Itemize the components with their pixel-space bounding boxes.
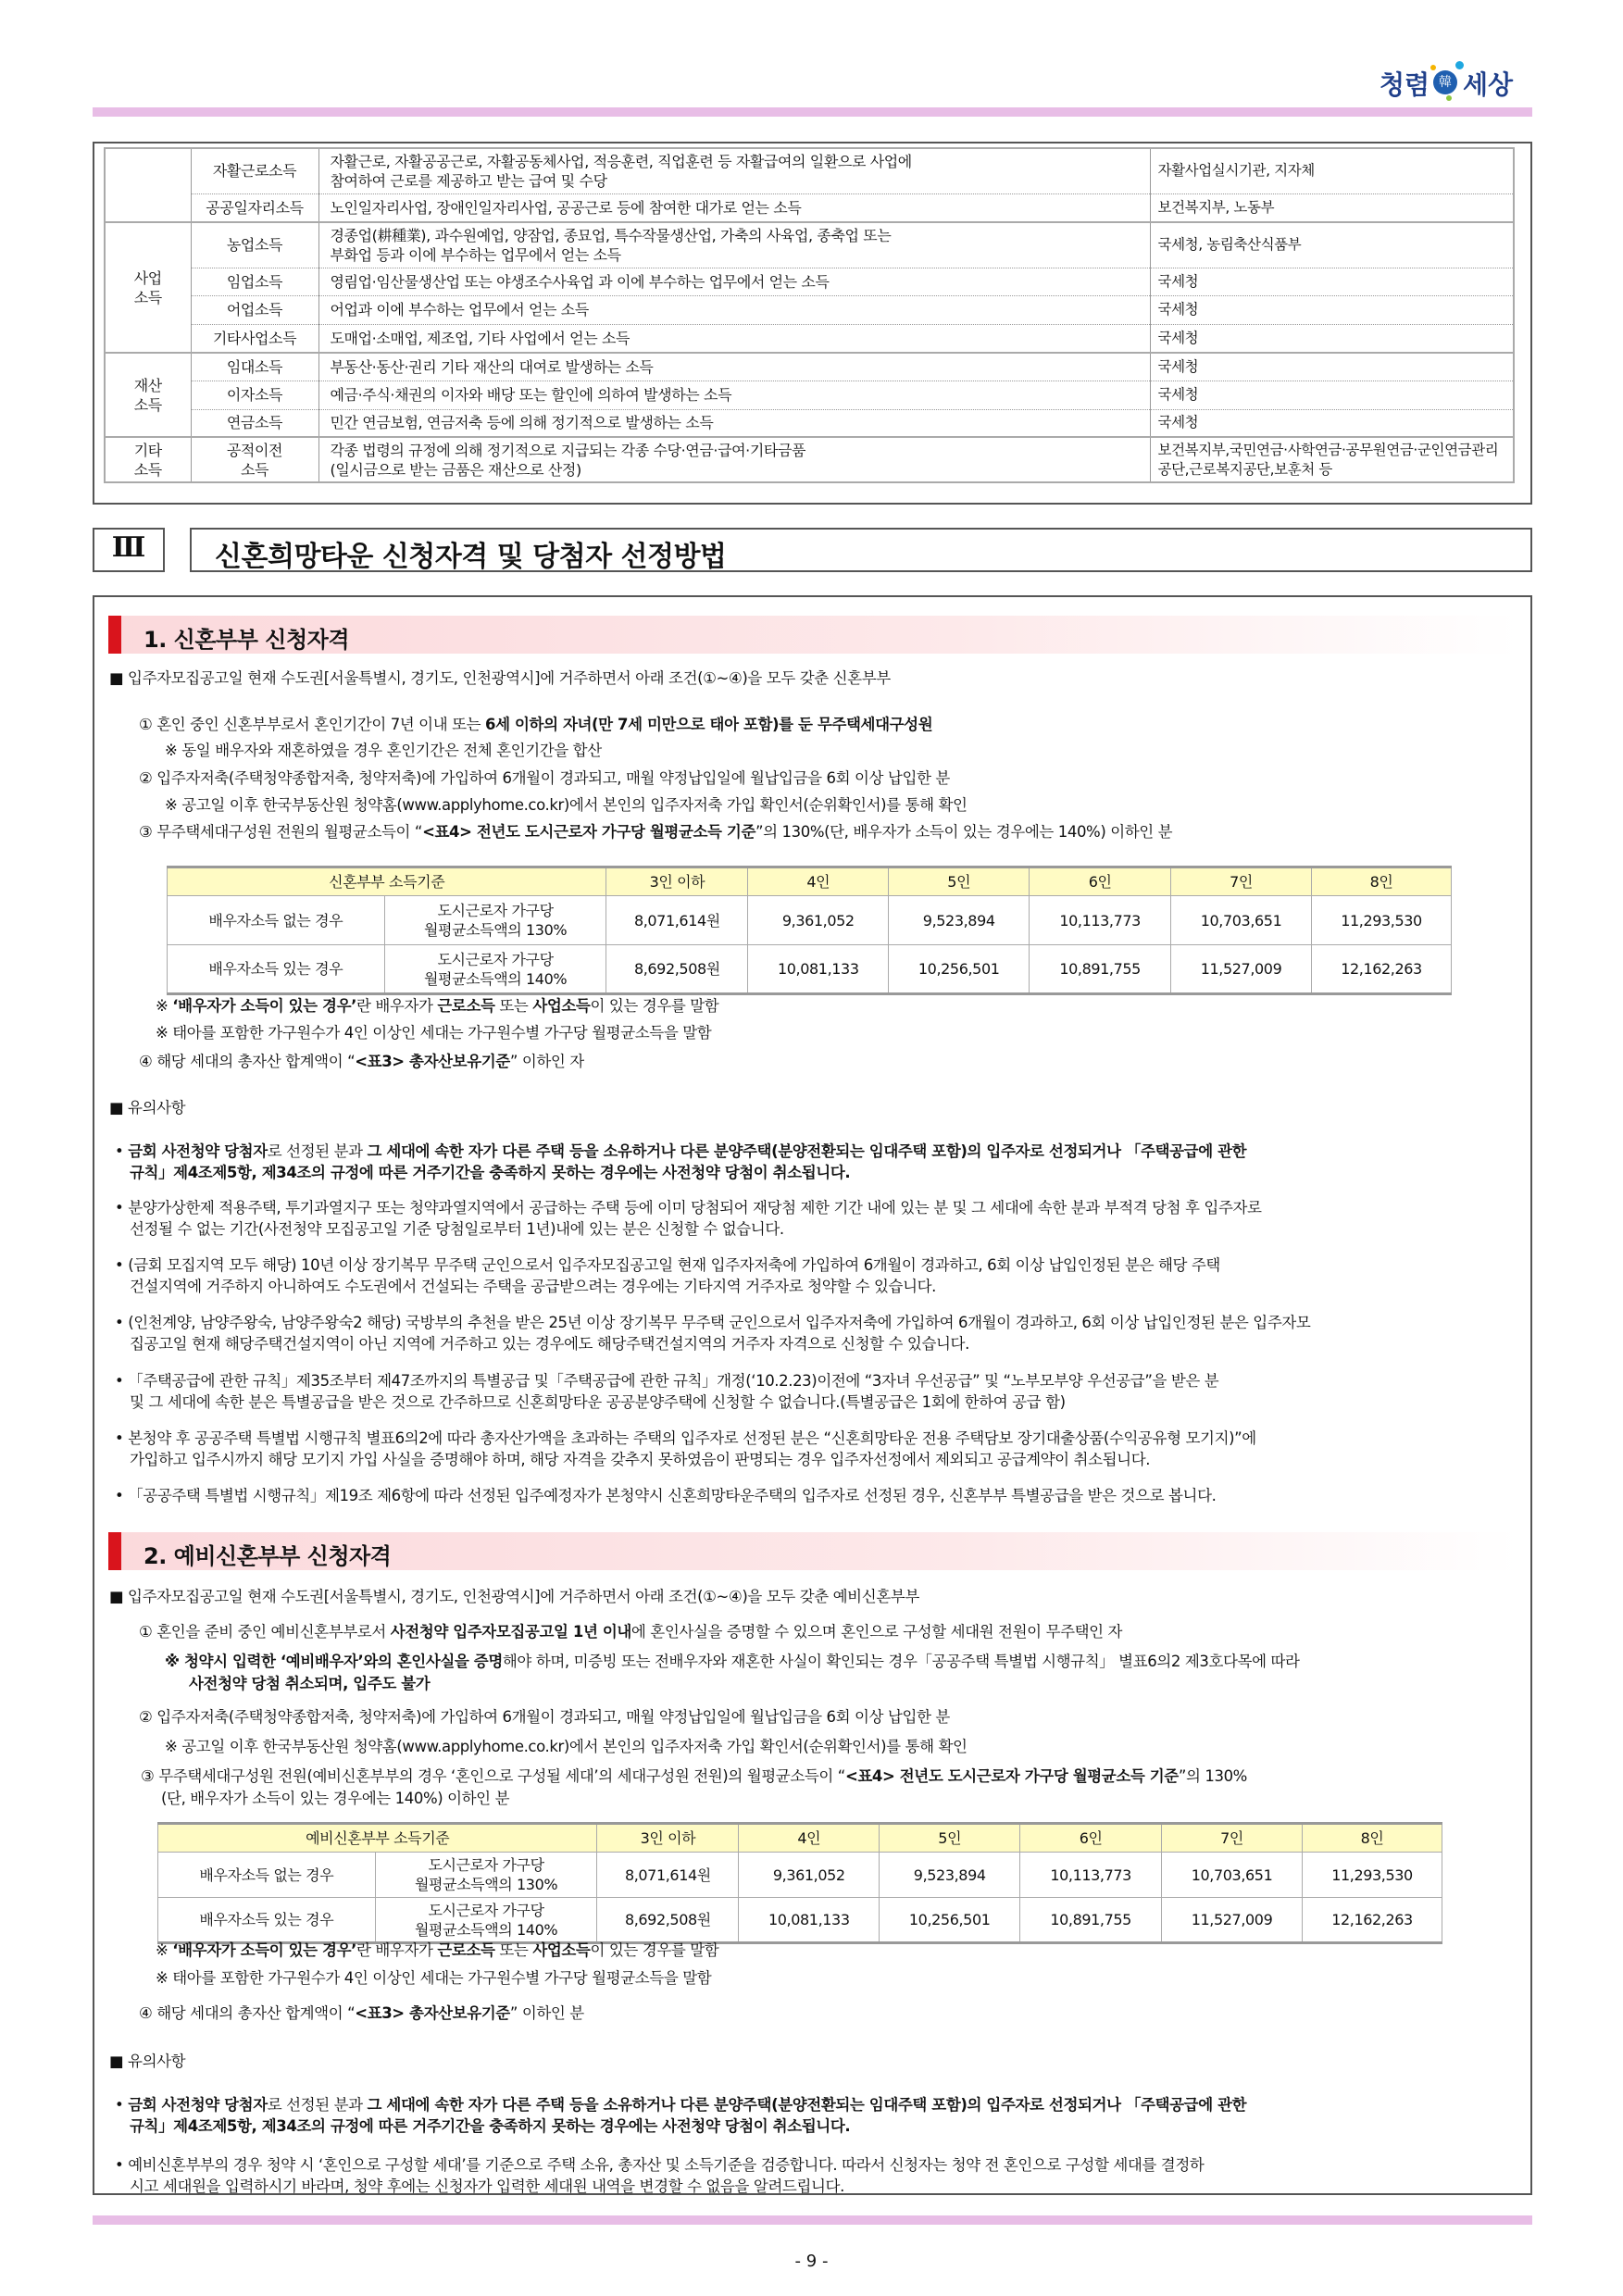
basis-cell — [375, 1898, 597, 1943]
table-header-row — [158, 1824, 1442, 1853]
agency: 국세청 — [1150, 324, 1514, 353]
bullet-icon: • — [115, 2096, 129, 2114]
agency: 국세청 — [1150, 268, 1514, 295]
bottom-divider — [93, 2215, 1532, 2225]
text-segment: 란 배우자가 — [356, 997, 438, 1015]
income-description — [318, 268, 1150, 295]
income-value: 10,891,755 — [1030, 945, 1171, 994]
income-value: 11,293,530 — [1312, 896, 1452, 945]
bold-text: 사전청약 당첨 취소되며, 입주도 불가 — [189, 1675, 431, 1692]
text-segment: 예비신혼부부의 경우 청약 시 ‘혼인으로 구성할 세대’를 기준으로 주택 소유, 총자산 및 소득기준을 검증합니다. 따라서 신청자는 청약 전 혼인으로 구성할 세대를 결정하 — [128, 2156, 1205, 2174]
table-row — [105, 437, 1514, 482]
description-line: 각종 법령의 규정에 의해 정기적으로 지급되는 각종 수당·연금·급여·기타금품 — [330, 441, 806, 459]
text-segment: ② 입주자저축(주택청약종합저축, 청약저축)에 가입하여 6개월이 경과되고, 매월 약정납입일에 월납입금을 6회 이상 납입한 분 — [139, 769, 950, 787]
condition-4 — [139, 2003, 584, 2024]
bullet-icon: • — [115, 1429, 129, 1447]
income-value: 10,703,651 — [1171, 896, 1312, 945]
text-segment: ① 혼인 중인 신혼부부로서 혼인기간이 7년 이내 또는 — [139, 716, 486, 733]
income-value: 8,071,614원 — [606, 896, 748, 945]
income-value: 10,113,773 — [1030, 896, 1171, 945]
note-item-cont — [130, 1163, 850, 1183]
bullet-icon: • — [115, 1256, 129, 1274]
income-criteria-table-newlywed — [167, 866, 1452, 995]
text-segment: 해야 하며, 미증빙 또는 전배우자와 재혼한 사실이 확인되는 경우「공공주택 특별법 시행규칙」 별표6의2 제3호다목에 따라 — [502, 1653, 1300, 1670]
group-cell — [105, 437, 191, 482]
agency: 국세청 — [1150, 381, 1514, 409]
table-row — [105, 295, 1514, 324]
text-segment: 에 혼인사실을 증명할 수 있으며 혼인으로 구성할 세대원 전원이 무주택인 자 — [630, 1623, 1123, 1641]
bold-text: 금회 사전청약 당첨자 — [128, 2096, 268, 2114]
bold-text: <표4> 전년도 도시근로자 가구당 월평균소득 기준 — [422, 823, 755, 841]
condition-1 — [139, 1622, 1122, 1642]
text-segment: ”의 130% — [1178, 1767, 1247, 1785]
text-segment: 「주택공급에 관한 규칙」제35조부터 제47조까지의 특별공급 및「주택공급에 관한 규칙」개정(‘10.2.23)이전에 “3자녀 우선공급” 및 “노부모부양 우선공급”을 받은 분 — [128, 1372, 1219, 1390]
text-segment: (금회 모집지역 모두 해당) 10년 이상 장기복무 무주택 군인으로서 입주자모집공고일 현재 입주자저축에 가입하여 6개월이 경과하고, 6회 이상 납입인정된 분은 해당 주택 — [128, 1256, 1220, 1274]
note-item-cont — [130, 1277, 936, 1297]
column-header: 예비신혼부부 소득기준 — [158, 1824, 597, 1853]
income-type: 임대소득 — [191, 353, 318, 381]
eligibility-intro — [109, 1587, 919, 1607]
income-description — [318, 324, 1150, 353]
text-segment: ※ — [156, 1941, 173, 1959]
text-segment: 또는 — [494, 1941, 533, 1959]
text-segment: ④ 해당 세대의 총자산 합계액이 “ — [139, 2004, 356, 2022]
text-segment: ② 입주자저축(주택청약종합저축, 청약저축)에 가입하여 6개월이 경과되고, 매월 약정납입일에 월납입금을 6회 이상 납입한 분 — [139, 1708, 950, 1726]
column-header: 3인 이하 — [606, 867, 748, 896]
income-value: 12,162,263 — [1312, 945, 1452, 994]
group-cell — [105, 353, 191, 437]
table-row — [105, 148, 1514, 193]
description-line: 참여하여 근로를 제공하고 받는 급여 및 수당 — [330, 171, 607, 190]
income-value: 10,081,133 — [739, 1898, 880, 1943]
column-header: 5인 — [889, 867, 1030, 896]
column-header: 8인 — [1303, 1824, 1442, 1853]
text-segment: 분양가상한제 적용주택, 투기과열지구 또는 청약과열지역에서 공급하는 주택 등에 이미 당첨되어 재당첨 제한 기간 내에 있는 분 및 그 세대에 속한 분과 부적격 당첨 후 입주자로 — [128, 1199, 1262, 1217]
text-segment: 집공고일 현재 해당주택건설지역이 아닌 지역에 거주하고 있는 경우에도 해당주택건설지역의 거주자 자격으로 신청할 수 있습니다. — [130, 1335, 969, 1353]
note-item-cont — [130, 1334, 969, 1354]
description-line: 경종업(耕種業), 과수원예업, 양잠업, 종묘업, 특수작물생산업, 가축의 사육업, 종축업 또는 — [330, 226, 892, 244]
section-heading-newlywed — [108, 616, 1518, 654]
spouse-income-note — [156, 996, 718, 1017]
condition-3 — [139, 822, 1172, 842]
text-segment: 시고 세대원을 입력하시기 바라며, 청약 후에는 신청자가 입력한 세대원 내역을 변경할 수 없음을 알려드립니다. — [130, 2177, 844, 2195]
note-item — [115, 2095, 1247, 2115]
text-segment: 로 선정된 분과 — [267, 2096, 368, 2114]
note-item-cont — [130, 1450, 1150, 1470]
text-segment: ※ 공고일 이후 한국부동산원 청약홈(www.applyhome.co.kr)에서 본인의 입주자저축 가입 확인서(순위확인서)를 통해 확인 — [165, 1738, 968, 1755]
agency: 보건복지부, 노동부 — [1150, 193, 1514, 222]
top-divider — [93, 107, 1532, 117]
note-item — [115, 1371, 1219, 1391]
note-item-cont — [130, 2116, 850, 2137]
condition-1-note — [165, 1652, 1300, 1672]
heading-marker — [108, 616, 121, 654]
column-header: 5인 — [880, 1824, 1020, 1853]
column-header: 4인 — [739, 1824, 880, 1853]
table-row — [105, 381, 1514, 409]
notes-title: ■ 유의사항 — [109, 2053, 186, 2070]
table-row — [105, 193, 1514, 222]
income-value: 11,527,009 — [1171, 945, 1312, 994]
note-item — [115, 2155, 1205, 2176]
bullet-icon: • — [115, 1142, 129, 1160]
text-segment: ” 이하인 분 — [509, 2004, 584, 2022]
text-segment: 이 있는 경우를 말함 — [590, 997, 719, 1015]
eligibility-intro — [109, 668, 891, 689]
group-label: 사업 소득 — [133, 268, 162, 306]
description-line: 도매업·소매업, 제조업, 기타 사업에서 얻는 소득 — [330, 329, 630, 347]
text-segment: ③ 무주택세대구성원 전원의 월평균소득이 “ — [139, 823, 423, 841]
text-segment: 이 있는 경우를 말함 — [590, 1941, 719, 1959]
table-row — [105, 222, 1514, 268]
agency: 보건복지부,국민연금·사학연금·공무원연금·군인연금관리공단,근로복지공단,보훈처 등 — [1150, 437, 1514, 482]
table-header-row — [168, 867, 1452, 896]
table-row — [105, 268, 1514, 295]
column-header: 6인 — [1020, 1824, 1162, 1853]
income-type: 기타사업소득 — [191, 324, 318, 353]
income-type: 어업소득 — [191, 295, 318, 324]
table-row — [158, 1898, 1442, 1943]
bold-text: 규칙」제4조제5항, 제34조의 규정에 따른 거주기간을 충족하지 못하는 경우에는 사전청약 당첨이 취소됩니다. — [130, 2117, 851, 2135]
bold-text: 6세 이하의 자녀(만 7세 미만으로 태아 포함)를 둔 무주택세대구성원 — [485, 716, 933, 733]
bullet-icon: • — [115, 1372, 129, 1390]
case-cell: 배우자소득 없는 경우 — [158, 1853, 376, 1898]
income-description — [318, 295, 1150, 324]
group-label: 재산 소득 — [133, 376, 162, 414]
heading-label: 1. 신혼부부 신청자격 — [144, 627, 349, 653]
income-value: 8,692,508원 — [597, 1898, 739, 1943]
basis-line: 월평균소득액의 140% — [414, 1920, 558, 1939]
chapter-title: 신혼희망타운 신청자격 및 당첨자 선정방법 — [215, 541, 727, 573]
basis-line: 월평균소득액의 130% — [414, 1876, 558, 1893]
condition-2-note — [165, 1737, 968, 1757]
note-item — [115, 1142, 1247, 1162]
income-value: 10,256,501 — [889, 945, 1030, 994]
income-value: 9,361,052 — [739, 1853, 880, 1898]
description-line: 부동산·동산·권리 기타 재산의 대여로 발생하는 소득 — [330, 357, 654, 376]
condition-2 — [139, 768, 950, 789]
text-segment: ※ 공고일 이후 한국부동산원 청약홈(www.applyhome.co.kr)에서 본인의 입주자저축 가입 확인서(순위확인서)를 통해 확인 — [165, 796, 968, 814]
basis-line: 도시근로자 가구당 — [428, 1856, 544, 1874]
text-segment: 로 선정된 분과 — [267, 1142, 368, 1160]
text-segment: 란 배우자가 — [356, 1941, 438, 1959]
bold-text: 사업소득 — [532, 997, 591, 1015]
text-segment: ■ 입주자모집공고일 현재 수도권[서울특별시, 경기도, 인천광역시]에 거주하면서 아래 조건(①~④)을 모두 갖춘 신혼부부 — [109, 669, 891, 687]
income-type: 이자소득 — [191, 381, 318, 409]
income-description — [318, 193, 1150, 222]
income-description — [318, 437, 1150, 482]
note-item — [115, 1313, 1311, 1333]
bullet-icon: • — [115, 2156, 129, 2174]
description-line: (일시금으로 받는 금품은 재산으로 산정) — [330, 460, 581, 479]
agency: 국세청, 농림축산식품부 — [1150, 222, 1514, 268]
income-value: 12,162,263 — [1303, 1898, 1442, 1943]
column-header: 7인 — [1162, 1824, 1303, 1853]
text-segment: 선정될 수 없는 기간(사전청약 모집공고일 기준 당첨일로부터 1년)내에 있는 분은 신청할 수 없습니다. — [130, 1220, 784, 1238]
text-segment: 건설지역에 거주하지 아니하여도 수도권에서 건설되는 주택을 공급받으려는 경우에는 기타지역 거주자로 청약할 수 있습니다. — [130, 1278, 937, 1295]
text-segment: 또는 — [494, 997, 533, 1015]
income-value: 9,361,052 — [748, 896, 889, 945]
household-size-note — [156, 1023, 711, 1043]
text-segment: 및 그 세대에 속한 분은 특별공급을 받은 것으로 간주하므로 신혼희망타운 공공분양주택에 신청할 수 없습니다.(특별공급은 1회에 한하여 공급 함) — [130, 1393, 1066, 1411]
basis-line: 도시근로자 가구당 — [437, 950, 554, 968]
income-value: 11,293,530 — [1303, 1853, 1442, 1898]
bold-text: 근로소득 — [437, 997, 495, 1015]
table-row — [105, 353, 1514, 381]
basis-cell — [384, 896, 606, 945]
bold-text: <표3> 총자산보유기준 — [355, 2004, 510, 2022]
heading-label: 2. 예비신혼부부 신청자격 — [144, 1543, 392, 1569]
text-segment: 「공공주택 특별법 시행규칙」제19조 제6항에 따라 선정된 입주예정자가 본청약시 신혼희망타운주택의 입주자로 선정된 경우, 신혼부부 특별공급을 받은 것으로 봅니다. — [128, 1487, 1217, 1504]
section-heading-prenewlywed — [108, 1532, 1518, 1570]
column-header: 7인 — [1171, 867, 1312, 896]
bold-text: 근로소득 — [437, 1941, 495, 1959]
bold-text: <표3> 총자산보유기준 — [355, 1053, 510, 1070]
column-header: 3인 이하 — [597, 1824, 739, 1853]
income-type: 자활근로소득 — [191, 148, 318, 193]
text-segment: ③ 무주택세대구성원 전원(예비신혼부부의 경우 ‘혼인으로 구성될 세대’의 세대구성원 전원)의 월평균소득이 “ — [141, 1767, 845, 1785]
note-item-cont — [130, 1392, 1066, 1413]
table-row — [105, 324, 1514, 353]
bold-text: 사전청약 입주자모집공고일 1년 이내 — [390, 1623, 631, 1641]
description-line: 예금·주식·채권의 이자와 배당 또는 할인에 의하여 발생하는 소득 — [330, 386, 732, 404]
income-value: 10,891,755 — [1020, 1898, 1162, 1943]
description-line: 노인일자리사업, 장애인일자리사업, 공공근로 등에 참여한 대가로 얻는 소득 — [330, 198, 802, 217]
bold-text: 그 세대에 속한 자가 다른 주택 등을 소유하거나 다른 분양주택(분양전환되는 임대주택 포함)의 입주자로 선정되거나 「주택공급에 관한 — [367, 2096, 1247, 2114]
condition-1 — [139, 715, 932, 735]
income-description — [318, 222, 1150, 268]
text-segment: ① 혼인을 준비 중인 예비신혼부부로서 — [139, 1623, 391, 1641]
description-line: 부화업 등과 이에 부수하는 업무에서 얻는 소득 — [330, 245, 621, 264]
condition-1-note — [165, 741, 602, 761]
basis-cell — [384, 945, 606, 994]
bold-text: 금회 사전청약 당첨자 — [128, 1142, 268, 1160]
bullet-icon: • — [115, 1314, 129, 1331]
agency: 국세청 — [1150, 409, 1514, 437]
description-line: 자활근로, 자활공공근로, 자활공동체사업, 적응훈련, 직업훈련 등 자활급여의 일환으로 사업에 — [330, 152, 912, 170]
group-cell — [105, 148, 191, 222]
basis-line: 도시근로자 가구당 — [428, 1901, 544, 1919]
bold-text: ‘배우자가 소득이 있는 경우’ — [172, 1941, 356, 1959]
income-value: 8,071,614원 — [597, 1853, 739, 1898]
column-header: 신혼부부 소득기준 — [168, 867, 606, 896]
agency: 국세청 — [1150, 353, 1514, 381]
income-type-table — [104, 147, 1515, 483]
column-header: 4인 — [748, 867, 889, 896]
note-item — [115, 1429, 1256, 1449]
note-item-cont — [130, 2177, 844, 2197]
income-type: 농업소득 — [191, 222, 318, 268]
condition-1-note-cont — [189, 1674, 430, 1694]
income-type: 공공일자리소득 — [191, 193, 318, 222]
text-segment: 본청약 후 공공주택 특별법 시행규칙 별표6의2에 따라 총자산가액을 초과하는 주택의 입주자로 선정된 분은 “신혼희망타운 전용 주택담보 장기대출상품(수익공유형 모기지)”에 — [128, 1429, 1256, 1447]
income-type: 공적이전 소득 — [191, 437, 318, 482]
bold-text: ‘배우자가 소득이 있는 경우’ — [172, 997, 356, 1015]
note-item — [115, 1198, 1262, 1218]
note-item — [115, 1486, 1217, 1506]
text-segment: ※ 태아를 포함한 가구원수가 4인 이상인 세대는 가구원수별 가구당 월평균소득을 말함 — [156, 1024, 712, 1042]
logo-text-right: 세상 — [1463, 69, 1514, 100]
text-segment: ※ 동일 배우자와 재혼하였을 경우 혼인기간은 전체 혼인기간을 합산 — [165, 742, 602, 759]
income-value: 10,256,501 — [880, 1898, 1020, 1943]
condition-2-note — [165, 795, 968, 816]
description-line: 영림업·임산물생산업 또는 야생조수사육업 과 이에 부수하는 업무에서 얻는 소득 — [330, 272, 830, 291]
bullet-icon: • — [115, 1487, 129, 1504]
text-segment: 가입하고 입주시까지 해당 모기지 가입 사실을 증명해야 하며, 해당 자격을 갖추지 못하였음이 판명되는 경우 입주자선정에서 제외되고 공급계약이 취소됩니다. — [130, 1451, 1151, 1468]
page-number: - 9 - — [794, 2252, 829, 2271]
income-value: 8,692,508원 — [606, 945, 748, 994]
text-segment: ④ 해당 세대의 총자산 합계액이 “ — [139, 1053, 356, 1070]
bold-text: 그 세대에 속한 자가 다른 주택 등을 소유하거나 다른 분양주택(분양전환되는 임대주택 포함)의 입주자로 선정되거나 「주택공급에 관한 — [367, 1142, 1247, 1160]
notes-title: ■ 유의사항 — [109, 1099, 186, 1117]
text-segment: ※ — [156, 997, 173, 1015]
basis-cell — [375, 1853, 597, 1898]
income-description — [318, 353, 1150, 381]
income-description — [318, 148, 1150, 193]
bold-text: 사업소득 — [532, 1941, 591, 1959]
table-row — [105, 409, 1514, 437]
income-value: 10,081,133 — [748, 945, 889, 994]
text-segment: ■ 입주자모집공고일 현재 수도권[서울특별시, 경기도, 인천광역시]에 거주하면서 아래 조건(①~④)을 모두 갖춘 예비신혼부부 — [109, 1588, 919, 1605]
column-header: 6인 — [1030, 867, 1171, 896]
income-value: 9,523,894 — [880, 1853, 1020, 1898]
text-segment: ※ 태아를 포함한 가구원수가 4인 이상인 세대는 가구원수별 가구당 월평균소득을 말함 — [156, 1969, 712, 1987]
chapter-numeral: Ⅲ — [111, 531, 146, 564]
income-value: 11,527,009 — [1162, 1898, 1303, 1943]
column-header: 8인 — [1312, 867, 1452, 896]
description-line: 민간 연금보험, 연금저축 등에 의해 정기적으로 발생하는 소득 — [330, 414, 714, 432]
text-segment: (단, 배우자가 소득이 있는 경우에는 140%) 이하인 분 — [161, 1790, 510, 1807]
text-segment: ”의 130%(단, 배우자가 소득이 있는 경우에는 140%) 이하인 분 — [755, 823, 1173, 841]
logo-dot-icon — [1446, 95, 1452, 101]
condition-3-cont — [161, 1789, 509, 1809]
text-segment: ” 이하인 자 — [509, 1053, 584, 1070]
income-value: 9,523,894 — [889, 896, 1030, 945]
income-type: 임업소득 — [191, 268, 318, 295]
bullet-icon: • — [115, 1199, 129, 1217]
basis-line: 월평균소득액의 140% — [423, 969, 568, 988]
group-cell — [105, 222, 191, 353]
condition-3 — [141, 1766, 1247, 1787]
logo-dot-icon — [1430, 65, 1436, 70]
logo-emblem: 韓 — [1433, 70, 1457, 94]
table-row — [168, 945, 1452, 994]
spouse-income-note — [156, 1940, 718, 1961]
case-cell: 배우자소득 없는 경우 — [168, 896, 385, 945]
description-line: 어업과 이에 부수하는 업무에서 얻는 소득 — [330, 301, 589, 318]
income-value: 10,703,651 — [1162, 1853, 1303, 1898]
condition-4 — [139, 1052, 584, 1072]
logo-text-left: 청렴 — [1380, 69, 1430, 100]
bold-text: 규칙」제4조제5항, 제34조의 규정에 따른 거주기간을 충족하지 못하는 경우에는 사전청약 당첨이 취소됩니다. — [130, 1164, 851, 1181]
income-value: 10,113,773 — [1020, 1853, 1162, 1898]
table-row — [168, 896, 1452, 945]
income-description — [318, 381, 1150, 409]
note-item — [115, 1255, 1220, 1276]
table-row — [158, 1853, 1442, 1898]
income-type: 연금소득 — [191, 409, 318, 437]
note-item-cont — [130, 1219, 784, 1240]
income-criteria-table-prenewlywed — [157, 1822, 1442, 1944]
condition-2 — [139, 1707, 950, 1728]
basis-line: 월평균소득액의 130% — [423, 921, 568, 939]
basis-line: 도시근로자 가구당 — [437, 902, 554, 919]
group-label: 기타 소득 — [133, 441, 162, 479]
bold-text: ※ 청약시 입력한 ‘예비배우자’와의 혼인사실을 증명 — [165, 1653, 503, 1670]
income-description — [318, 409, 1150, 437]
agency: 자활사업실시기관, 지자체 — [1150, 148, 1514, 193]
household-size-note — [156, 1968, 711, 1989]
bold-text: <표4> 전년도 도시근로자 가구당 월평균소득 기준 — [844, 1767, 1179, 1785]
agency: 국세청 — [1150, 295, 1514, 324]
heading-marker — [108, 1532, 121, 1570]
case-cell: 배우자소득 있는 경우 — [168, 945, 385, 994]
case-cell: 배우자소득 있는 경우 — [158, 1898, 376, 1943]
text-segment: (인천계양, 남양주왕숙, 남양주왕숙2 해당) 국방부의 추천을 받은 25년 이상 장기복무 무주택 군인으로서 입주자저축에 가입하여 6개월이 경과하고, 6회 이상 납입인정된 분은 입주자모 — [128, 1314, 1311, 1331]
